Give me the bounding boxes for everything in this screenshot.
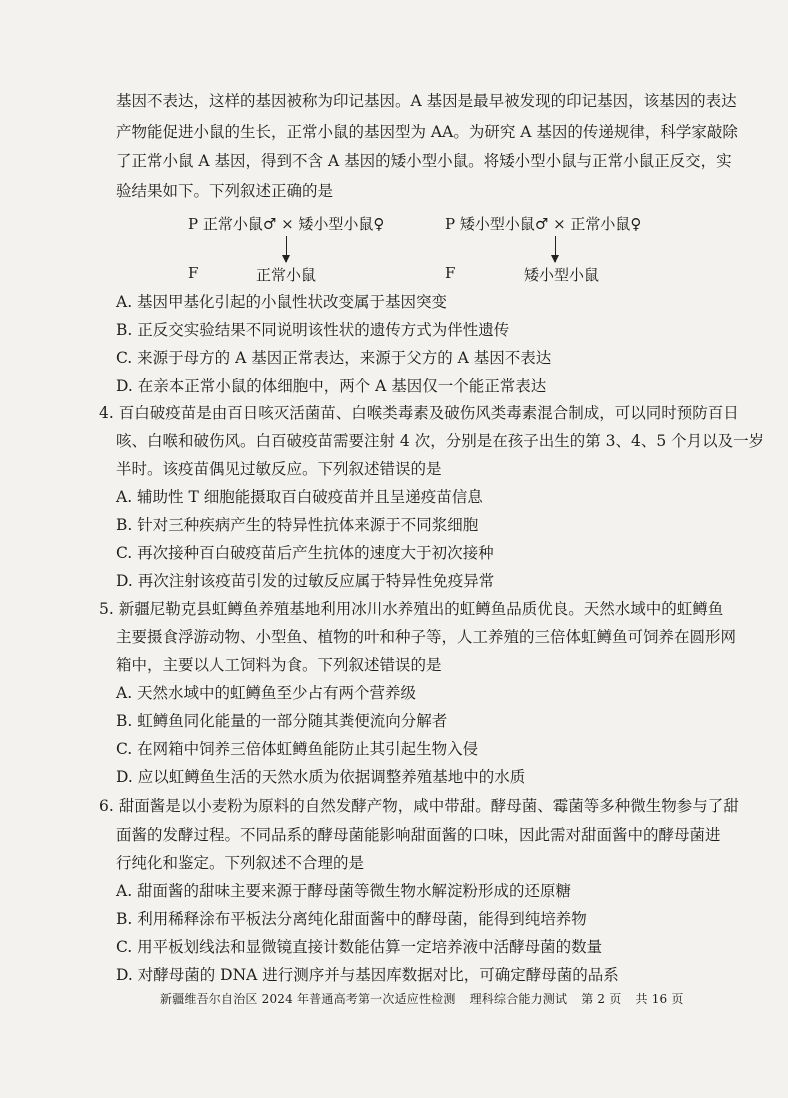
- q6-option-c: C. 用平板划线法和显微镜直接计数能估算一定培养液中活酵母菌的数量: [116, 938, 603, 956]
- right-f-label: F: [445, 264, 456, 282]
- q6-stem-line: 行纯化和鉴定。下列叙述不合理的是: [116, 854, 365, 872]
- q4-stem-line: 半时。该疫苗偶见过敏反应。下列叙述错误的是: [116, 460, 442, 478]
- left-parent-cross: P 正常小鼠♂ × 矮小型小鼠♀: [188, 215, 385, 233]
- q3-option-d: D. 在亲本正常小鼠的体细胞中，两个 A 基因仅一个能正常表达: [116, 377, 547, 395]
- q3-option-c: C. 来源于母方的 A 基因正常表达，来源于父方的 A 基因不表达: [116, 349, 552, 367]
- q5-stem-line: 箱中，主要以人工饲料为食。下列叙述错误的是: [116, 656, 442, 674]
- q5-stem-line: 主要摄食浮游动物、小型鱼、植物的叶和种子等，人工养殖的三倍体虹鳟鱼可饲养在圆形网: [116, 628, 737, 646]
- q6-option-d: D. 对酵母菌的 DNA 进行测序并与基因库数据对比，可确定酵母菌的品系: [116, 966, 619, 984]
- page-footer: [160, 990, 694, 1007]
- left-arrow-icon: [286, 236, 287, 262]
- q3-stem-line: 验结果如下。下列叙述正确的是: [116, 182, 334, 200]
- q6-stem-line: 6. 甜面酱是以小麦粉为原料的自然发酵产物，咸中带甜。酵母菌、霉菌等多种微生物参与了甜: [99, 797, 739, 815]
- footer-subject: 理科综合能力测试: [469, 992, 568, 1006]
- right-parent-cross: P 矮小型小鼠♂ × 正常小鼠♀: [445, 215, 642, 233]
- left-f-label: F: [188, 264, 199, 282]
- footer-page-number: 第 2 页: [581, 992, 622, 1006]
- footer-exam-title: 新疆维吾尔自治区 2024 年普通高考第一次适应性检测: [160, 992, 456, 1006]
- q3-option-b: B. 正反交实验结果不同说明该性状的遗传方式为伴性遗传: [116, 321, 510, 339]
- q4-option-b: B. 针对三种疾病产生的特异性抗体来源于不同浆细胞: [116, 516, 479, 534]
- q4-stem-line: 咳、白喉和破伤风。白百破疫苗需要注射 4 次，分别是在孩子出生的第 3、4、5 个月以及一岁: [116, 432, 765, 450]
- q5-option-c: C. 在网箱中饲养三倍体虹鳟鱼能防止其引起生物入侵: [116, 740, 479, 758]
- q3-option-a: A. 基因甲基化引起的小鼠性状改变属于基因突变: [116, 293, 448, 311]
- right-offspring: 矮小型小鼠: [524, 266, 600, 284]
- footer-total-pages: 共 16 页: [635, 992, 684, 1006]
- q3-stem-line: 基因不表达，这样的基因被称为印记基因。A 基因是最早被发现的印记基因，该基因的表达: [116, 92, 737, 110]
- q4-option-a: A. 辅助性 T 细胞能摄取百白破疫苗并且呈递疫苗信息: [116, 488, 483, 506]
- q5-option-b: B. 虹鳟鱼同化能量的一部分随其粪便流向分解者: [116, 712, 448, 730]
- q5-option-d: D. 应以虹鳟鱼生活的天然水质为依据调整养殖基地中的水质: [116, 768, 526, 786]
- q4-option-d: D. 再次注射该疫苗引发的过敏反应属于特异性免疫异常: [116, 572, 495, 590]
- q4-stem-line: 4. 百白破疫苗是由百日咳灭活菌苗、白喉类毒素及破伤风类毒素混合制成，可以同时预防百日: [99, 404, 739, 422]
- q5-option-a: A. 天然水域中的虹鳟鱼至少占有两个营养级: [116, 684, 417, 702]
- right-arrow-icon: [555, 236, 556, 262]
- q6-option-b: B. 利用稀释涂布平板法分离纯化甜面酱中的酵母菌，能得到纯培养物: [116, 910, 587, 928]
- q3-stem-line: 产物能促进小鼠的生长，正常小鼠的基因型为 AA。为研究 A 基因的传递规律，科学家敲除: [116, 123, 738, 141]
- q6-stem-line: 面酱的发酵过程。不同品系的酵母菌能影响甜面酱的口味，因此需对甜面酱中的酵母菌进: [116, 826, 721, 844]
- left-offspring: 正常小鼠: [256, 266, 317, 284]
- q3-stem-line: 了正常小鼠 A 基因，得到不含 A 基因的矮小型小鼠。将矮小型小鼠与正常小鼠正反交，实: [116, 152, 732, 170]
- q4-option-c: C. 再次接种百白破疫苗后产生抗体的速度大于初次接种: [116, 544, 494, 562]
- q5-stem-line: 5. 新疆尼勒克县虹鳟鱼养殖基地利用冰川水养殖出的虹鳟鱼品质优良。天然水域中的虹鳟鱼: [99, 600, 724, 618]
- q6-option-a: A. 甜面酱的甜味主要来源于酵母菌等微生物水解淀粉形成的还原糖: [116, 882, 572, 900]
